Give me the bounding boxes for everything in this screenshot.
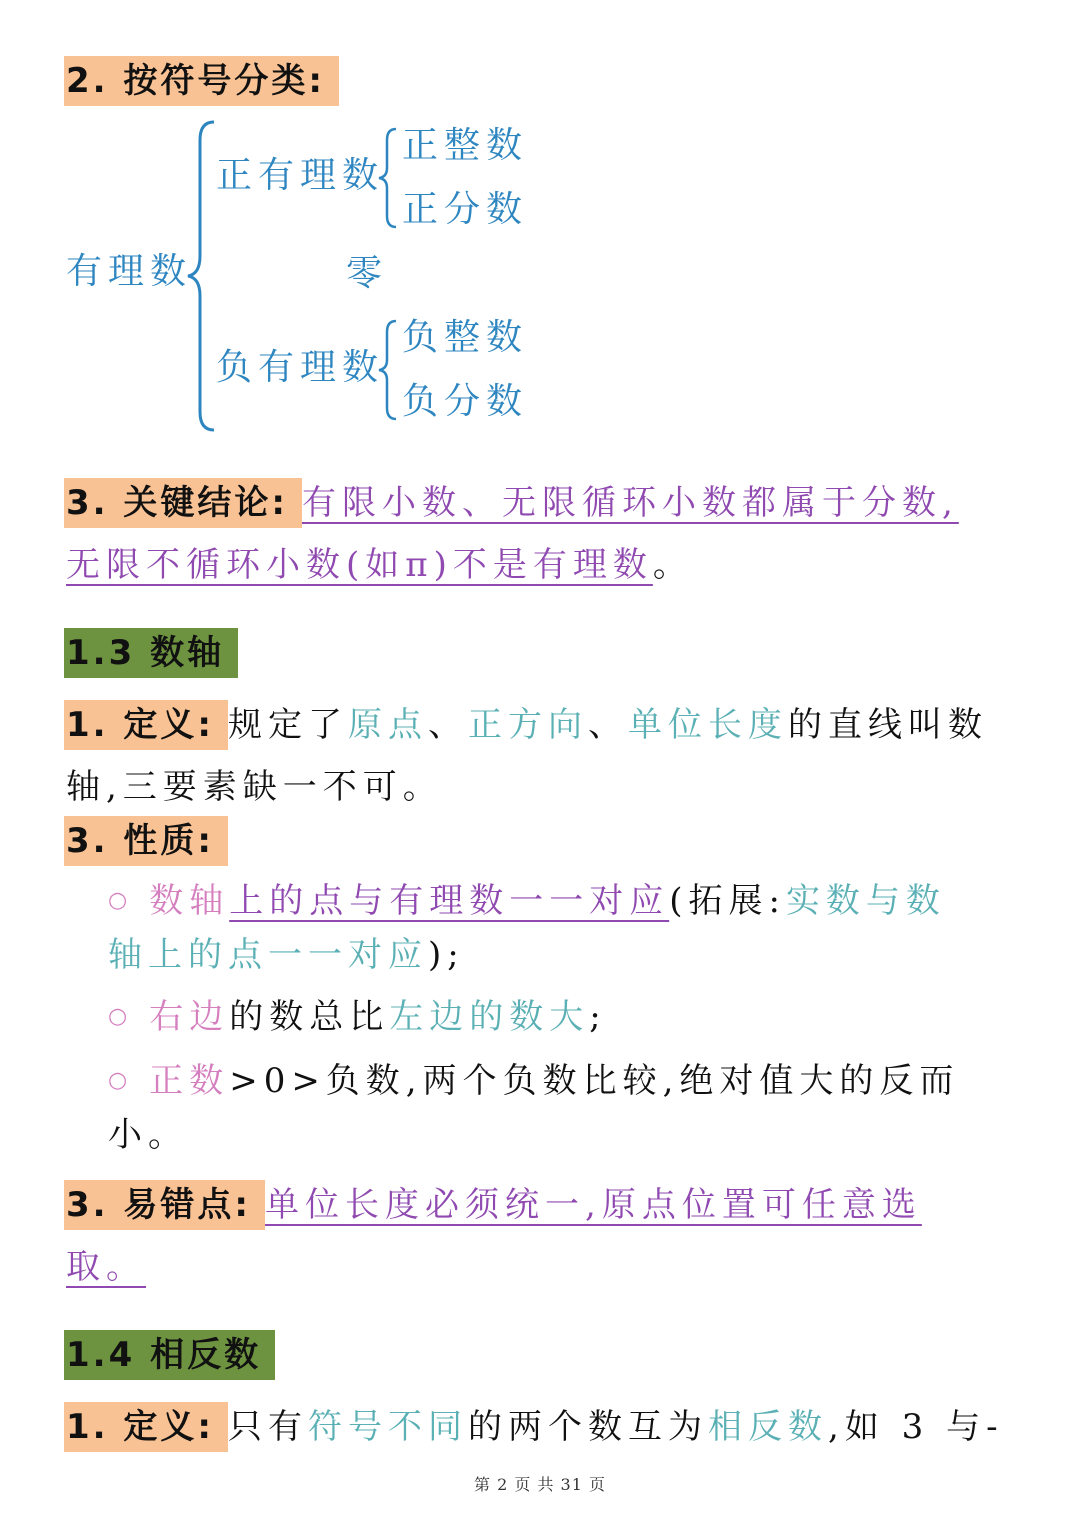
list-item: ○ 数轴上的点与有理数一一对应(拓展:实数与数 (108, 881, 946, 921)
tree-negative-fraction: 负分数 (402, 381, 529, 422)
bullet-circle-icon: ○ (108, 1004, 134, 1029)
keyword-opposite-number: 相反数 (708, 1407, 829, 1447)
key-conclusion-text-1: 有限小数、无限循环小数都属于分数, (302, 483, 959, 523)
tree-negative-rational: 负有理数 (216, 347, 385, 388)
number-line-def-line-1: 1. 定义: 规定了原点、正方向、单位长度的直线叫数 (64, 698, 988, 752)
bullet-circle-icon: ○ (108, 1068, 134, 1093)
number-line-def-line-2: 轴,三要素缺一不可。 (66, 767, 443, 807)
section-heading-classify: 2. 按符号分类: (64, 56, 339, 106)
section-heading-number-line: 1.3 数轴 (64, 628, 238, 678)
tree-root-rational: 有理数 (66, 251, 193, 292)
properties-heading: 3. 性质: (64, 816, 228, 866)
opposite-def-line: 1. 定义: 只有符号不同的两个数互为相反数,如 3 与- (64, 1400, 1004, 1454)
keyword-positive-direction: 正方向 (468, 705, 589, 745)
common-mistake-line-1: 3. 易错点: 单位长度必须统一,原点位置可任意选 (64, 1178, 922, 1232)
keyword-different-sign: 符号不同 (308, 1407, 469, 1447)
tree-brace-negative-icon (374, 318, 402, 422)
opposite-def-heading: 1. 定义: (64, 1402, 228, 1452)
tree-positive-fraction: 正分数 (402, 189, 529, 230)
key-conclusion-heading: 3. 关键结论: (64, 478, 302, 528)
list-item-continuation: 小。 (108, 1115, 188, 1155)
key-conclusion-line-1 (64, 476, 959, 530)
list-item: ○ 正数>0>负数,两个负数比较,绝对值大的反而 (108, 1061, 960, 1101)
tree-zero: 零 (346, 253, 389, 294)
section-heading-opposite-numbers: 1.4 相反数 (64, 1330, 275, 1380)
keyword-unit-length: 单位长度 (628, 705, 789, 745)
tree-brace-positive-icon (374, 126, 402, 230)
list-item: ○ 右边的数总比左边的数大; (108, 997, 607, 1037)
page-footer: 第 2 页 共 31 页 (474, 1475, 606, 1494)
tree-positive-rational: 正有理数 (216, 155, 385, 196)
list-item-continuation: 轴上的点一一对应); (108, 935, 465, 975)
number-line-def-heading: 1. 定义: (64, 700, 228, 750)
key-conclusion-text-2: 无限不循环小数(如π)不是有理数 (66, 545, 653, 585)
bullet-circle-icon: ○ (108, 888, 134, 913)
tree-big-brace-icon (184, 118, 220, 434)
common-mistake-line-2: 取。 (66, 1247, 146, 1287)
common-mistake-heading: 3. 易错点: (64, 1180, 265, 1230)
keyword-origin: 原点 (348, 705, 429, 745)
key-conclusion-line-2: 无限不循环小数(如π)不是有理数。 (66, 545, 693, 585)
tree-positive-integer: 正整数 (402, 125, 529, 166)
tree-negative-integer: 负整数 (402, 317, 529, 358)
